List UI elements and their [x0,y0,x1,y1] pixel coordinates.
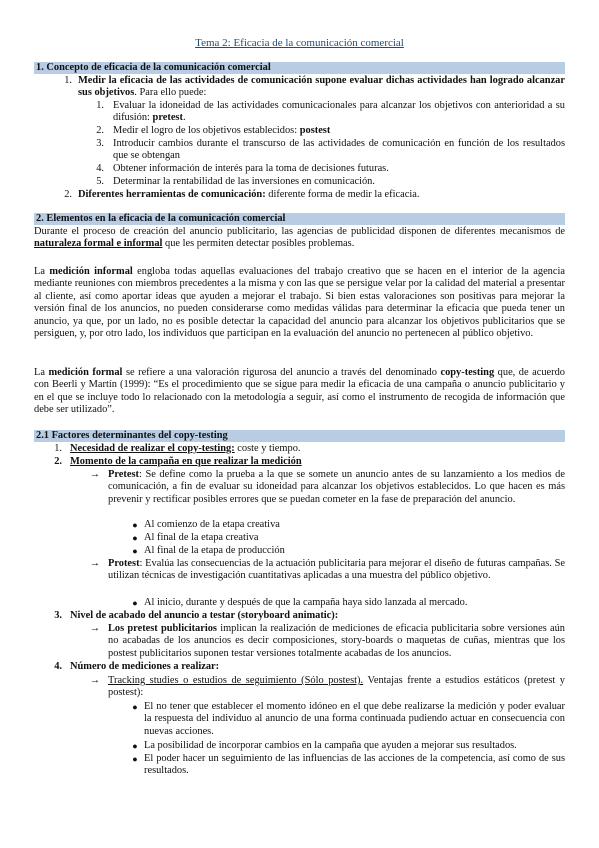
bullet-icon: ● [132,546,138,556]
bullet-icon: ● [132,598,138,608]
bold-term: Los pretest publicitarios [108,623,217,634]
underlined-term: Tracking studies o estudios de seguimiento (Sólo postest). [108,675,364,686]
document-title: Tema 2: Eficacia de la comunicación comercial [195,37,404,49]
list-number: 5. [96,176,104,187]
list-number: 3. [96,138,104,149]
text: engloba todas aquellas evaluaciones del trabajo creativo que se hacen en el interior de la agencia mediante reuniones con miembros precedentes a la misma y con las que se persigue velar por la calidad del material a presentar al cliente, así como aportar ideas que ayuden a mejorar el trabajo. Si bien estas valoraciones son positivas para mejorar la versión final de los anuncios, no pueden considerarse como medidas válidas para determinar la eficacia que pueda tener un anuncio, ya que, por un lado, no es posible detectar la capacidad del anuncio para alcanzar los objetivos publicitarios que se persiguen, y, por otro lado, los individuos que participan en la evaluación del anuncio no pertenecen al público objetivo. [34,266,565,340]
s21-item-3-text [70,610,565,622]
list-number: 2. [64,189,72,200]
pro-bullet-text: Al inicio, durante y después de que la campaña haya sido lanzada al mercado. [144,597,468,608]
s1-item-1-bold: Medir la eficacia de las actividades de comunicación supone evaluar dichas actividades han logrado alcanzar sus objetivos [78,75,565,99]
list-number: 1. [54,443,62,454]
s2-paragraph-3 [34,367,565,417]
bold-term: pretest [152,112,183,124]
s21-item-4-text [70,661,565,673]
s1-item-1-text [78,75,565,100]
text: La [34,367,49,378]
pre-bullet-text: Al comienzo de la etapa creativa [144,519,280,530]
arrow-right-icon: → [89,558,101,569]
s21-item-2-text [70,456,565,468]
s21-item-1-text [70,443,565,455]
arrow-right-icon: → [89,623,101,634]
bold-term: postest [299,125,331,136]
arrow-right-icon: → [89,469,101,480]
list-number: 4. [54,661,62,672]
text: que les permiten detectar posibles problemas. [162,238,355,250]
bullet-icon: ● [132,520,138,530]
natural-formal-informal-term: naturaleza formal e informal [34,238,163,250]
bullet-icon: ● [132,741,138,751]
text: implican la realización de mediciones de eficacia publicitaria sobre versiones aún no acabadas de los anuncios es decir composiciones, story-boards o maquetas de cuñas, mientras que los postest publicitarios suponen testar versiones totalmente acabadas de los anuncios. [108,623,565,659]
bullet-icon: ● [132,754,138,764]
s1-item-2-rest: diferente forma de medir la eficacia. [265,189,420,200]
ts-bullet-text: El poder hacer un seguimiento de las influencias de las acciones de la competencia, así como de sus resultados. [144,753,565,777]
text: Medir el logro de los objetivos establecidos: [113,125,300,136]
section-2-1-heading: 2.1 Factores determinantes del copy-testing [34,430,565,442]
list-number: 4. [96,163,104,174]
s1-sub-3-text: Introducir cambios durante el transcurso de las actividades de comunicación en función de los resultados que se obtengan [113,138,565,162]
bold-term: Nivel de acabado del anuncio a testar (storyboard animatic): [70,610,339,621]
list-number: 2. [96,125,104,136]
protest-text [108,558,565,583]
bullet-icon: ● [132,702,138,712]
ts-bullet-text: La posibilidad de incorporar cambios en la campaña que ayuden a mejorar sus resultados. [144,740,517,751]
s2-paragraph-1 [34,226,565,251]
tracking-studies-text [108,675,565,700]
list-number: 3. [54,610,62,621]
s1-item-2-text [78,189,565,201]
s1-item-1-rest: . Para ello puede: [134,87,207,99]
list-number: 1. [64,75,72,86]
s1-sub-4-text: Obtener información de interés para la toma de decisiones futuras. [113,163,389,174]
arrow-right-icon: → [89,675,101,686]
bold-term: Pretest [108,469,139,480]
text: coste y tiempo. [234,443,301,454]
bold-term: medición informal [49,266,133,277]
text: Durante el proceso de creación del anuncio publicitario, las agencias de publicidad disponen de diferentes mecanismos de [34,226,565,237]
bold-term: Número de mediciones a realizar: [70,661,220,672]
text: Ventajas frente a estudios estáticos (pretest y postest): [108,675,565,699]
s1-sub-1-text [113,100,565,125]
text: . [182,112,186,124]
bullet-icon: ● [132,533,138,543]
bold-underlined-term: Necesidad de realizar el copy-testing: [70,443,235,454]
section-1-heading: 1. Concepto de eficacia de la comunicación comercial [34,62,565,74]
s2-paragraph-2 [34,266,565,340]
bold-term: Protest [108,558,140,569]
pre-bullet-text: Al final de la etapa de producción [144,545,285,556]
text: La [34,266,50,277]
text: : Evalúa las consecuencias de la actuación publicitaria para mejorar el diseño de futuras campañas. Se utilizan técnicas de investigación cuantitativas aplicadas a una muestra del público objetivo. [108,558,565,582]
text: se refiere a una valoración rigurosa del anuncio a través del denominado [122,367,441,378]
s1-sub-2-text [113,125,565,137]
bold-term: copy-testing [440,367,495,378]
s1-item-2-bold: Diferentes herramientas de comunicación: [78,189,266,200]
pretest-text [108,469,565,506]
text: que, de acuerdo con Beerli y Martín (1999): “Es el procedimiento que se sigue para medir la eficacia de una campaña o anuncio publicitario y en el que se incluye todo lo relacionado con la metodología a seguir, así como el instrumento de recogida de información que debe ser utilizado”. [34,367,565,416]
text: : Se define como la prueba a la que se somete un anuncio antes de su lanzamiento a los medios de comunicación, a fin de evaluar su idoneidad para alcanzar los objetivos establecidos. Lo que hacen es más prevenir y rectificar posibles errores que se puedan cometer en la fase de preparación del anuncio. [108,469,565,505]
list-number: 1. [96,100,104,111]
pre-bullet-text: Al final de la etapa creativa [144,532,259,543]
ts-bullet-text: El no tener que establecer el momento idóneo en el que debe realizarse la medición y poder evaluar la respuesta del individuo al anuncio de una forma continuada pudiendo actuar en consecuencia con nuevas acciones. [144,701,565,737]
bold-term: medición formal [48,367,123,378]
section-2-heading: 2. Elementos en la eficacia de la comunicación comercial [34,213,565,225]
pretest-publicitarios-text [108,623,565,660]
bold-underlined-term: Momento de la campaña en que realizar la medición [70,456,302,467]
list-number: 2. [54,456,62,467]
s1-sub-5-text: Determinar la rentabilidad de las inversiones en comunicación. [113,176,375,187]
text: Evaluar la idoneidad de las actividades comunicacionales para alcanzar los objetivos con anterioridad a su difusión: [113,100,565,124]
